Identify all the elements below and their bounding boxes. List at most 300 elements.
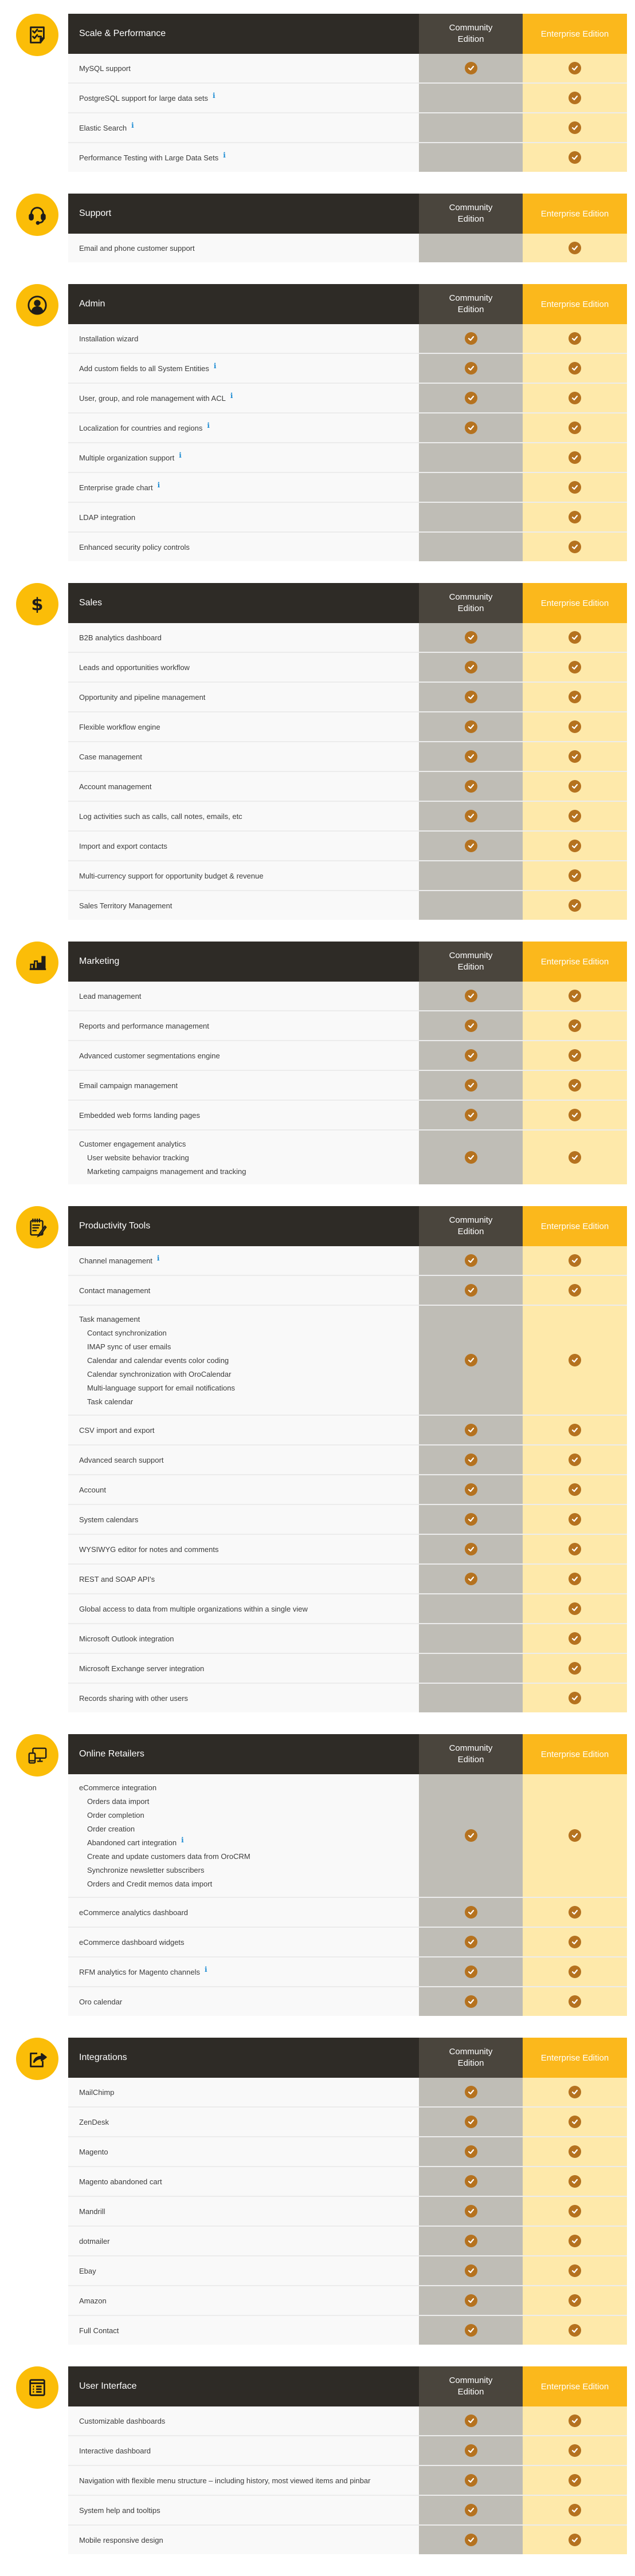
- table-header: [68, 942, 627, 982]
- table-row: [68, 1305, 627, 1415]
- community-cell: [419, 982, 523, 1010]
- check-icon: [569, 1254, 581, 1267]
- feature-cell: [68, 324, 419, 353]
- check-icon: [569, 2145, 581, 2158]
- table-row: [68, 2166, 627, 2196]
- sub-feature-label: User website behavior tracking: [87, 1153, 189, 1162]
- enterprise-cell: [523, 623, 627, 652]
- feature-label: eCommerce dashboard widgets: [79, 1938, 185, 1947]
- feature-label: Global access to data from multiple organizations within a single view: [79, 1605, 308, 1613]
- enterprise-cell: [523, 2316, 627, 2345]
- feature-label: Email and phone customer support: [79, 244, 195, 253]
- community-cell: [419, 683, 523, 711]
- table-row: [68, 1927, 627, 1956]
- table-row: [68, 2465, 627, 2495]
- feature-label: WYSIWYG editor for notes and comments: [79, 1545, 219, 1554]
- enterprise-cell: [523, 2197, 627, 2226]
- feature-label: Customizable dashboards: [79, 2417, 166, 2425]
- enterprise-cell: [523, 2227, 627, 2255]
- enterprise-cell: [523, 1306, 627, 1415]
- table-row: [68, 1246, 627, 1275]
- check-icon: [569, 362, 581, 375]
- check-icon: [569, 810, 581, 822]
- sub-feature: [79, 1381, 408, 1395]
- feature-cell: [68, 623, 419, 652]
- table-row: [68, 1070, 627, 1100]
- feature-cell: [68, 413, 419, 442]
- devices-icon: [16, 1734, 58, 1777]
- check-icon: [465, 2414, 477, 2427]
- enterprise-cell: [523, 712, 627, 741]
- community-cell: [419, 473, 523, 502]
- sub-feature-label: Order completion: [87, 1811, 144, 1819]
- feature-cell: [68, 1957, 419, 1986]
- table-body: [68, 234, 627, 262]
- check-icon: [569, 869, 581, 882]
- enterprise-cell: [523, 1987, 627, 2016]
- check-icon: [465, 362, 477, 375]
- check-icon: [465, 2205, 477, 2217]
- table-row: [68, 502, 627, 531]
- column-header-enterprise: Enterprise Edition: [523, 14, 627, 54]
- feature-cell: [68, 2496, 419, 2524]
- feature-cell: [68, 1416, 419, 1444]
- community-cell: [419, 1774, 523, 1897]
- check-icon: [465, 990, 477, 1002]
- feature-cell: [68, 54, 419, 82]
- table-row: [68, 1956, 627, 1986]
- community-cell: [419, 1594, 523, 1623]
- feature-label: Multi-currency support for opportunity budget & revenue: [79, 872, 264, 880]
- check-icon: [465, 1995, 477, 2008]
- enterprise-cell: [523, 473, 627, 502]
- feature-label: Enhanced security policy controls: [79, 543, 190, 552]
- enterprise-cell: [523, 443, 627, 472]
- check-icon: [465, 1254, 477, 1267]
- table-row: [68, 1129, 627, 1184]
- feature-label: Reports and performance management: [79, 1022, 209, 1030]
- table-row: [68, 2106, 627, 2136]
- check-icon: [465, 1151, 477, 1164]
- section-title: Scale & Performance: [68, 14, 419, 54]
- table-row: [68, 2285, 627, 2315]
- community-cell: [419, 742, 523, 771]
- feature-cell: [68, 802, 419, 830]
- check-icon: [569, 2414, 581, 2427]
- community-cell: [419, 832, 523, 860]
- check-icon: [569, 2504, 581, 2516]
- enterprise-cell: [523, 1654, 627, 1683]
- feature-label: Customer engagement analytics: [79, 1140, 186, 1148]
- check-icon: [569, 2444, 581, 2457]
- table-row: [68, 1653, 627, 1683]
- feature-cell: [68, 2526, 419, 2554]
- feature-cell: [68, 234, 419, 262]
- table-row: [68, 1415, 627, 1444]
- enterprise-cell: [523, 2078, 627, 2106]
- info-icon[interactable]: i: [181, 1836, 184, 1844]
- column-header-community: Community Edition: [419, 1734, 523, 1774]
- table-row: [68, 711, 627, 741]
- feature-cell: [68, 1987, 419, 2016]
- sub-feature-label: IMAP sync of user emails: [87, 1342, 171, 1351]
- feature-label: dotmailer: [79, 2237, 110, 2246]
- check-icon: [569, 750, 581, 763]
- community-cell: [419, 113, 523, 142]
- check-icon: [465, 1454, 477, 1466]
- enterprise-cell: [523, 2167, 627, 2196]
- table-row: [68, 2495, 627, 2524]
- check-icon: [465, 1483, 477, 1496]
- enterprise-cell: [523, 653, 627, 682]
- user-icon: [16, 284, 58, 326]
- feature-label: PostgreSQL support for large data sets: [79, 94, 208, 103]
- table-header: [68, 583, 627, 623]
- check-icon: [569, 2235, 581, 2247]
- table-row: [68, 1010, 627, 1040]
- enterprise-cell: [523, 2436, 627, 2465]
- feature-label: Records sharing with other users: [79, 1694, 189, 1703]
- sub-feature-label: Calendar synchronization with OroCalendar: [87, 1370, 232, 1378]
- check-icon: [465, 1284, 477, 1297]
- feature-label: Mobile responsive design: [79, 2536, 163, 2545]
- column-header-enterprise: Enterprise Edition: [523, 1734, 627, 1774]
- feature-cell: [68, 1071, 419, 1100]
- feature-cell: [68, 443, 419, 472]
- enterprise-cell: [523, 1475, 627, 1504]
- enterprise-cell: [523, 324, 627, 353]
- feature-label: eCommerce integration: [79, 1783, 157, 1792]
- table-row: [68, 1593, 627, 1623]
- feature-cell: [68, 742, 419, 771]
- info-icon[interactable]: i: [157, 480, 160, 489]
- community-cell: [419, 2496, 523, 2524]
- community-cell: [419, 1565, 523, 1593]
- info-icon[interactable]: i: [131, 121, 134, 129]
- feature-label: Installation wizard: [79, 334, 139, 343]
- feature-cell: [68, 354, 419, 383]
- feature-cell: [68, 1535, 419, 1563]
- check-icon: [569, 332, 581, 345]
- community-cell: [419, 2286, 523, 2315]
- sub-feature: [79, 1850, 408, 1864]
- info-icon[interactable]: i: [212, 91, 215, 100]
- feature-cell: [68, 1505, 419, 1534]
- community-cell: [419, 2466, 523, 2495]
- table-row: [68, 1774, 627, 1897]
- feature-label: Leads and opportunities workflow: [79, 663, 190, 672]
- feature-label: Advanced search support: [79, 1456, 164, 1464]
- community-cell: [419, 1535, 523, 1563]
- feature-comparison: [0, 14, 635, 2554]
- feature-label: User, group, and role management with ACL: [79, 394, 226, 403]
- section-marketing: [68, 942, 627, 1184]
- info-icon[interactable]: i: [179, 451, 182, 459]
- check-icon: [569, 2474, 581, 2487]
- enterprise-cell: [523, 891, 627, 920]
- community-cell: [419, 1987, 523, 2016]
- check-icon: [465, 810, 477, 822]
- enterprise-cell: [523, 1101, 627, 1129]
- check-icon: [465, 1829, 477, 1842]
- community-cell: [419, 623, 523, 652]
- info-icon[interactable]: i: [207, 421, 210, 430]
- info-icon[interactable]: i: [223, 151, 226, 159]
- community-cell: [419, 1306, 523, 1415]
- feature-cell: [68, 2108, 419, 2136]
- check-icon: [569, 720, 581, 733]
- community-cell: [419, 54, 523, 82]
- section-admin: [68, 284, 627, 561]
- enterprise-cell: [523, 982, 627, 1010]
- feature-cell: [68, 683, 419, 711]
- table-row: [68, 801, 627, 830]
- feature-cell: [68, 113, 419, 142]
- feature-cell: [68, 861, 419, 890]
- feature-label: LDAP integration: [79, 513, 136, 522]
- check-icon: [465, 2235, 477, 2247]
- feature-label: System calendars: [79, 1515, 139, 1524]
- enterprise-cell: [523, 1624, 627, 1653]
- sub-feature-label: Abandoned cart integration: [87, 1838, 177, 1847]
- sub-feature-label: Contact synchronization: [87, 1329, 167, 1337]
- check-icon: [465, 720, 477, 733]
- sub-feature: [79, 1795, 408, 1809]
- sub-feature: [79, 1326, 408, 1340]
- feature-label: Advanced customer segmentations engine: [79, 1051, 220, 1060]
- check-icon: [569, 2086, 581, 2098]
- feature-cell: [68, 1131, 419, 1184]
- sub-feature: [79, 1368, 408, 1381]
- check-icon: [569, 121, 581, 134]
- sub-feature-label: Task calendar: [87, 1397, 134, 1406]
- enterprise-cell: [523, 113, 627, 142]
- check-icon: [465, 2145, 477, 2158]
- section-title: Productivity Tools: [68, 1206, 419, 1246]
- headset-icon: [16, 194, 58, 236]
- section-online-retailers: [68, 1734, 627, 2016]
- sub-feature-label: Order creation: [87, 1825, 135, 1833]
- check-icon: [465, 1906, 477, 1919]
- feature-label: Multiple organization support: [79, 454, 175, 462]
- community-cell: [419, 1928, 523, 1956]
- table-row: [68, 860, 627, 890]
- check-icon: [569, 1483, 581, 1496]
- feature-cell: [68, 1011, 419, 1040]
- table-row: [68, 1563, 627, 1593]
- info-icon[interactable]: i: [156, 1254, 160, 1262]
- table-row: [68, 2078, 627, 2106]
- feature-label: Elastic Search: [79, 124, 127, 132]
- section-title: Online Retailers: [68, 1734, 419, 1774]
- community-cell: [419, 1624, 523, 1653]
- table-body: [68, 324, 627, 561]
- feature-label: Email campaign management: [79, 1081, 178, 1090]
- community-cell: [419, 533, 523, 561]
- table-row: [68, 1275, 627, 1305]
- check-icon: [569, 1995, 581, 2008]
- sub-feature-label: Orders and Credit memos data import: [87, 1880, 213, 1888]
- feature-label: Oro calendar: [79, 1998, 123, 2006]
- check-icon: [465, 1424, 477, 1436]
- table-body: [68, 54, 627, 172]
- feature-label: Ebay: [79, 2267, 96, 2275]
- community-cell: [419, 2078, 523, 2106]
- window-list-icon: [16, 2366, 58, 2409]
- community-cell: [419, 712, 523, 741]
- table-row: [68, 1623, 627, 1653]
- column-header-community: Community Edition: [419, 942, 523, 982]
- sub-feature: [79, 1165, 408, 1179]
- sub-feature: [79, 1864, 408, 1877]
- community-cell: [419, 2108, 523, 2136]
- table-row: [68, 1504, 627, 1534]
- check-icon: [465, 1543, 477, 1555]
- section-title: Integrations: [68, 2038, 419, 2078]
- section-productivity-tools: [68, 1206, 627, 1712]
- column-header-community: Community Edition: [419, 194, 523, 234]
- column-header-community: Community Edition: [419, 1206, 523, 1246]
- check-icon: [569, 1019, 581, 1032]
- table-body: [68, 2406, 627, 2554]
- check-icon: [569, 1513, 581, 1526]
- check-icon: [569, 691, 581, 703]
- enterprise-cell: [523, 1505, 627, 1534]
- table-row: [68, 890, 627, 920]
- check-icon: [465, 2504, 477, 2516]
- notepad-pen-icon: [16, 1206, 58, 1248]
- feature-cell: [68, 1246, 419, 1275]
- table-row: [68, 830, 627, 860]
- check-icon: [465, 332, 477, 345]
- enterprise-cell: [523, 354, 627, 383]
- table-header: [68, 1206, 627, 1246]
- feature-cell: [68, 653, 419, 682]
- check-icon: [569, 1829, 581, 1842]
- feature-label: Task management: [79, 1315, 140, 1324]
- feature-cell: [68, 2078, 419, 2106]
- check-icon: [465, 691, 477, 703]
- check-icon: [465, 2294, 477, 2307]
- check-icon: [569, 631, 581, 644]
- enterprise-cell: [523, 683, 627, 711]
- enterprise-cell: [523, 2466, 627, 2495]
- enterprise-cell: [523, 1594, 627, 1623]
- feature-cell: [68, 2316, 419, 2345]
- feature-cell: [68, 1475, 419, 1504]
- check-icon: [465, 2534, 477, 2546]
- table-row: [68, 2196, 627, 2226]
- feature-cell: [68, 891, 419, 920]
- table-row: [68, 1474, 627, 1504]
- feature-cell: [68, 1101, 419, 1129]
- community-cell: [419, 1011, 523, 1040]
- table-row: [68, 2136, 627, 2166]
- table-row: [68, 1444, 627, 1474]
- column-header-enterprise: Enterprise Edition: [523, 2038, 627, 2078]
- check-icon: [569, 2116, 581, 2128]
- community-cell: [419, 1071, 523, 1100]
- community-cell: [419, 84, 523, 112]
- feature-label: Channel management: [79, 1257, 152, 1265]
- table-row: [68, 1897, 627, 1927]
- feature-label: eCommerce analytics dashboard: [79, 1908, 189, 1917]
- feature-cell: [68, 503, 419, 531]
- column-header-enterprise: Enterprise Edition: [523, 284, 627, 324]
- community-cell: [419, 443, 523, 472]
- check-icon: [465, 1079, 477, 1092]
- check-icon: [465, 392, 477, 404]
- info-icon[interactable]: i: [213, 361, 217, 370]
- check-icon: [569, 1692, 581, 1704]
- feature-label: Flexible workflow engine: [79, 723, 160, 731]
- enterprise-cell: [523, 1898, 627, 1927]
- feature-cell: [68, 772, 419, 801]
- table-row: [68, 682, 627, 711]
- feature-label: Interactive dashboard: [79, 2447, 151, 2455]
- community-cell: [419, 802, 523, 830]
- enterprise-cell: [523, 772, 627, 801]
- check-icon: [465, 2264, 477, 2277]
- check-icon: [569, 1151, 581, 1164]
- table-row: [68, 982, 627, 1010]
- check-icon: [465, 631, 477, 644]
- feature-cell: [68, 2167, 419, 2196]
- community-cell: [419, 653, 523, 682]
- check-icon: [465, 2175, 477, 2188]
- community-cell: [419, 2167, 523, 2196]
- feature-label: Lead management: [79, 992, 142, 1001]
- table-row: [68, 472, 627, 502]
- check-icon: [569, 2294, 581, 2307]
- table-row: [68, 623, 627, 652]
- enterprise-cell: [523, 861, 627, 890]
- check-icon: [465, 62, 477, 74]
- community-cell: [419, 1416, 523, 1444]
- enterprise-cell: [523, 742, 627, 771]
- table-row: [68, 234, 627, 262]
- check-icon: [569, 780, 581, 793]
- check-icon: [465, 422, 477, 434]
- check-icon: [465, 1109, 477, 1121]
- feature-cell: [68, 533, 419, 561]
- info-icon[interactable]: i: [230, 391, 233, 400]
- feature-cell: [68, 1684, 419, 1712]
- bar-chart-icon: [16, 942, 58, 984]
- check-icon: [569, 1573, 581, 1585]
- table-body: [68, 2078, 627, 2345]
- check-icon: [465, 2116, 477, 2128]
- enterprise-cell: [523, 2137, 627, 2166]
- enterprise-cell: [523, 2526, 627, 2554]
- enterprise-cell: [523, 1957, 627, 1986]
- check-icon: [569, 1109, 581, 1121]
- sub-feature: [79, 1151, 408, 1165]
- table-row: [68, 741, 627, 771]
- community-cell: [419, 2137, 523, 2166]
- enterprise-cell: [523, 54, 627, 82]
- enterprise-cell: [523, 384, 627, 412]
- info-icon[interactable]: i: [204, 1965, 207, 1974]
- checklist-icon: [16, 14, 58, 56]
- check-icon: [569, 990, 581, 1002]
- community-cell: [419, 143, 523, 172]
- check-icon: [465, 1966, 477, 1978]
- table-header: [68, 1734, 627, 1774]
- section-support: [68, 194, 627, 262]
- feature-label: MailChimp: [79, 2088, 115, 2097]
- table-row: [68, 112, 627, 142]
